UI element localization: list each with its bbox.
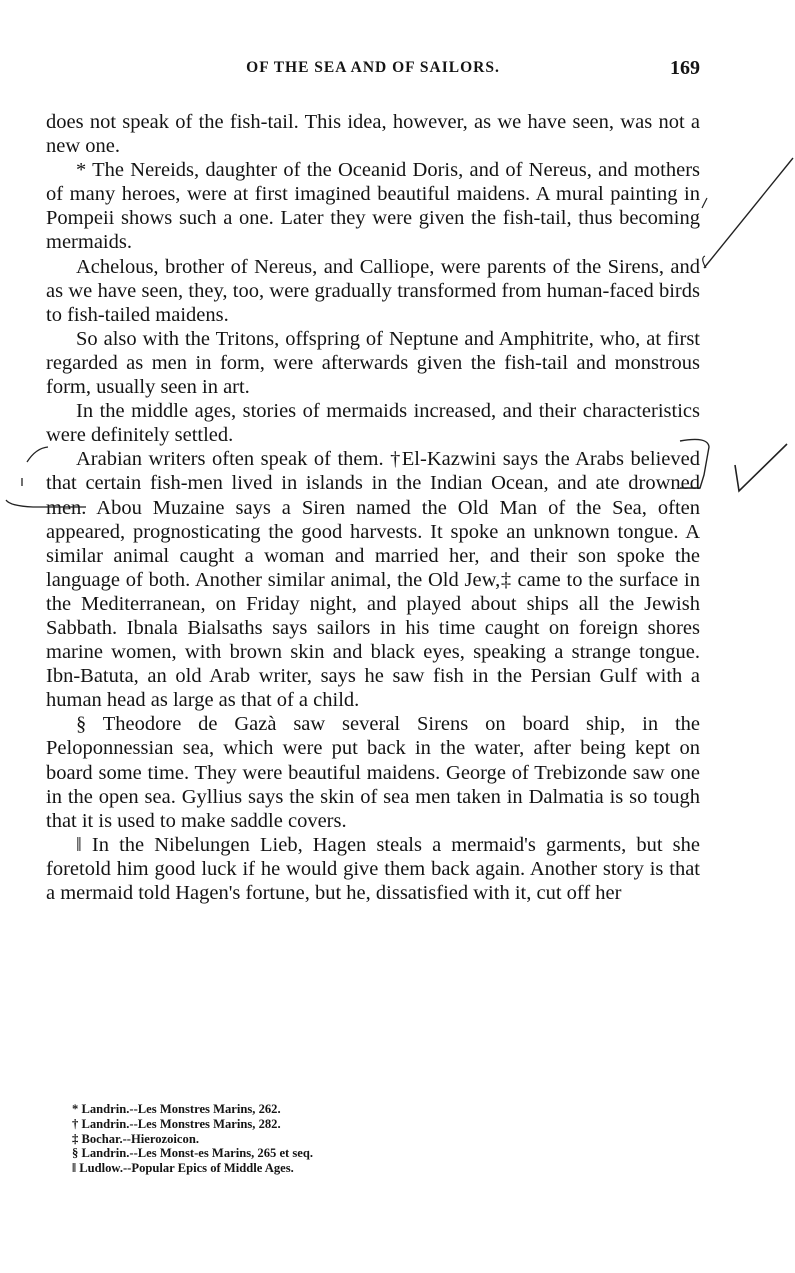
footnote: § Landrin.--Les Monst-es Marins, 265 et seq.: [72, 1146, 314, 1161]
paragraph-3: Achelous, brother of Nereus, and Calliope, were parents of the Sirens, and as we have seen, they, too, were gradually transformed from human-faced birds to fish-tailed maidens.: [46, 255, 700, 326]
paragraph-7: § Theodore de Gazà saw several Sirens on board ship, in the Peloponnessian sea, which were put back in the water, after being kept on board some time. They were beautiful maidens. George of Trebizonde saw one in the open sea. Gyllius says the skin of sea men taken in Dalmatia is so tough that it is used to make saddle covers.: [46, 713, 700, 832]
paragraph-6: Arabian writers often speak of them. †El-Kazwini says the Arabs believed that certain fish-men lived in islands in the Indian Ocean, and ate drowned men. Abou Muzaine says a Siren named the Old Man of the Sea, often appeared, prognosticating the good harvests. It spoke an unknown tongue. A similar animal caught a woman and married her, and their son spoke the language of both. Another similar animal, the Old Jew,‡ came to the surface in the Mediterranean, on Friday night, and played about ships all the Jewish Sabbath. Ibnala Bialsaths says sailors in his time caught on foreign shores marine women, with brown skin and black eyes, speaking a strange tongue. Ibn-Batuta, an old Arab writer, says he saw fish in the Persian Gulf with a human head as large as that of a child.: [46, 448, 700, 712]
footnotes: [72, 1102, 592, 1176]
paragraph-5: In the middle ages, stories of mermaids increased, and their characteristics were definitely settled.: [46, 400, 700, 447]
page-number: 169: [670, 57, 700, 79]
paragraph-4: So also with the Tritons, offspring of Neptune and Amphitrite, who, at first regarded as men in form, were afterwards given the fish-tail and monstrous form, usually seen in art.: [46, 327, 700, 399]
footnote: ‡ Bochar.--Hierozoicon.: [72, 1131, 199, 1146]
pencil-check-mark-2: [735, 444, 787, 491]
footnote: ‖ Ludlow.--Popular Epics of Middle Ages.: [72, 1161, 294, 1176]
page-header: [46, 57, 700, 83]
pencil-check-mark-1: [703, 256, 706, 268]
footnote: * Landrin.--Les Monstres Marins, 262.: [72, 1102, 281, 1116]
paragraph-8: ‖ In the Nibelungen Lieb, Hagen steals a mermaid's garments, but she foretold him good luck if he would give them back again. Another story is that a mermaid told Hagen's fortune, but he, dissatisfied with it, cut off her: [46, 833, 700, 904]
pencil-short-stroke-mark: [702, 198, 707, 208]
paragraph-2: * The Nereids, daughter of the Oceanid Doris, and of Nereus, and mothers of many heroes, were at first imagined beautiful maidens. A mural painting in Pompeii shows such a one. Later they were given the fish-tail, thus becoming mermaids.: [46, 159, 700, 254]
running-head: OF THE SEA AND OF SAILORS.: [246, 59, 500, 76]
paragraph-1: does not speak of the fish-tail. This idea, however, as we have seen, was not a new one.: [46, 111, 700, 158]
body-text: [46, 110, 700, 905]
pencil-long-stroke-mark: [704, 158, 793, 268]
footnote: † Landrin.--Les Monstres Marins, 282.: [72, 1116, 281, 1131]
